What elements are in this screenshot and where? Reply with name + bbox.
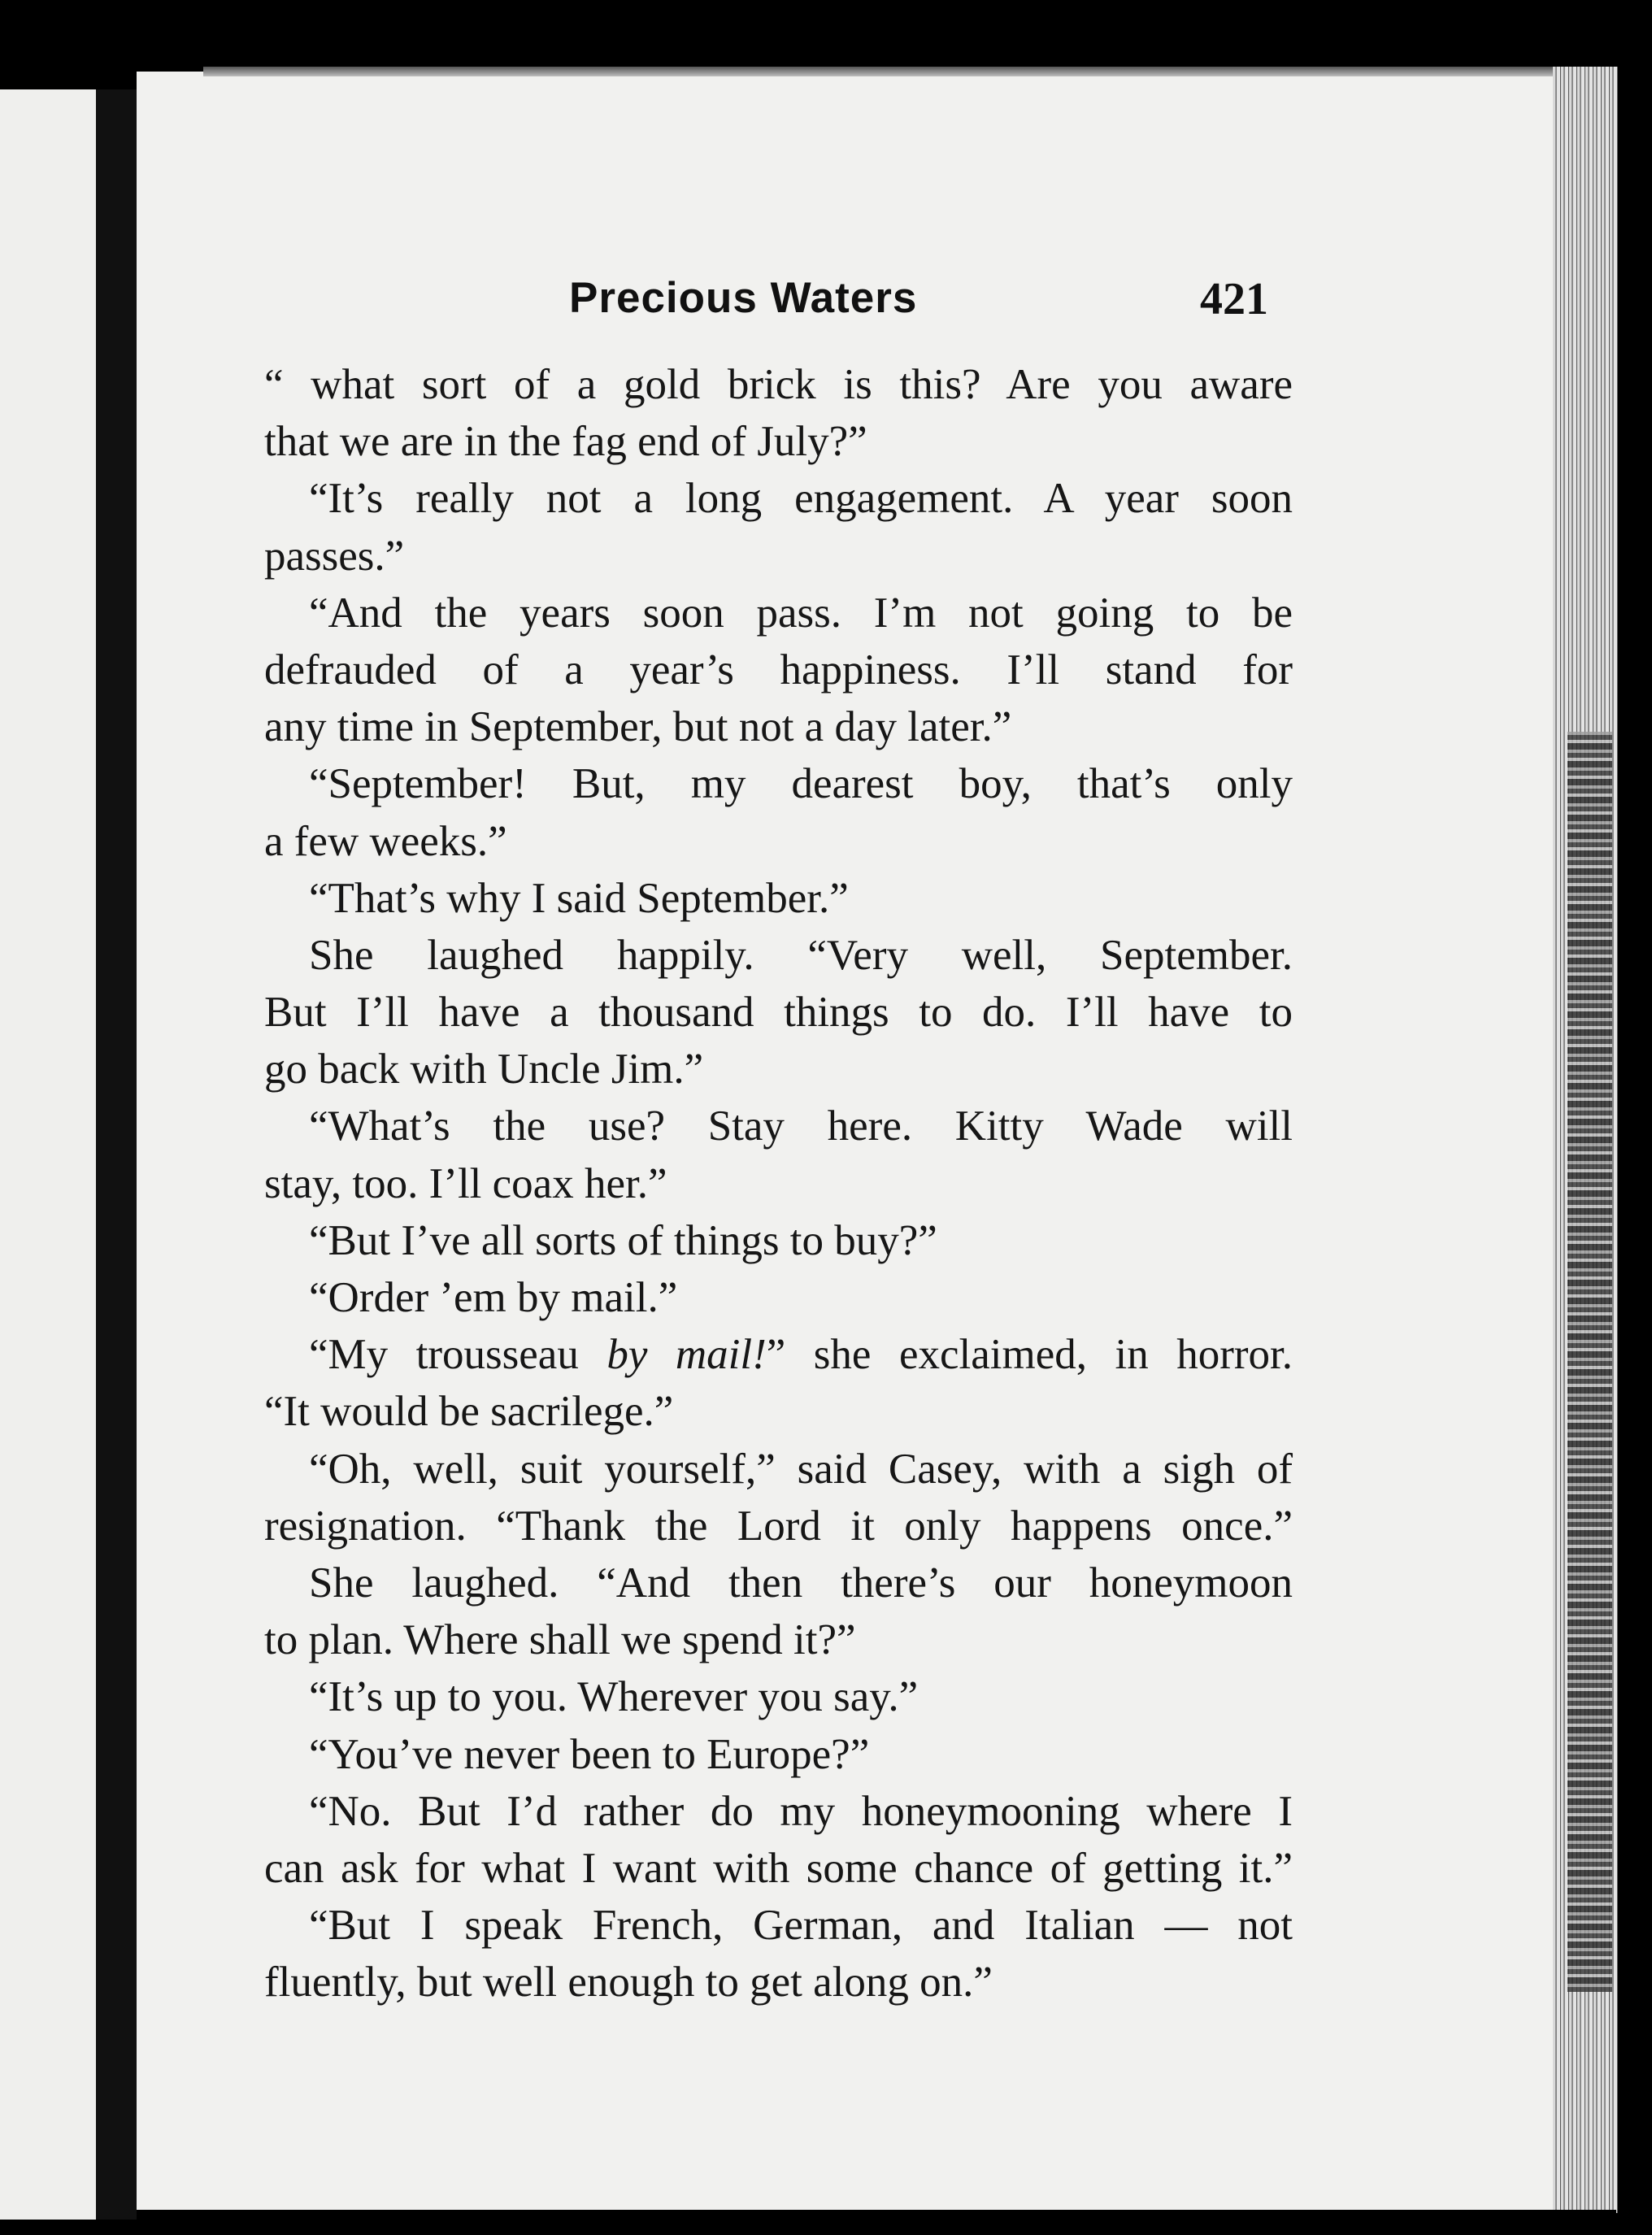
text-line: go back with Uncle Jim.” [264, 1046, 704, 1094]
text-line: passes.” [264, 532, 405, 580]
text-line: “It’s up to you. Wherever you say.” [309, 1673, 919, 1721]
page-bottom-edge [137, 2210, 1616, 2235]
text-line: But I’ll have a thousand things to do. I’ll have to [264, 989, 1293, 1037]
text-line: “Oh, well, suit yourself,” said Casey, with a sigh of [309, 1445, 1293, 1493]
text-line [264, 1326, 1293, 1383]
text-line: resignation. “Thank the Lord it only happens once.” [264, 1502, 1293, 1550]
text-line: can ask for what I want with some chance of getting it.” [264, 1844, 1293, 1892]
text-line: “That’s why I said September.” [309, 874, 849, 922]
text-line: that we are in the fag end of July?” [264, 418, 867, 466]
text-line: “But I’ve all sorts of things to buy?” [309, 1216, 937, 1264]
book-page-stack-shadow [1567, 732, 1612, 1992]
text-line: defrauded of a year’s happiness. I’ll stand for [264, 646, 1293, 694]
text-line: “And the years soon pass. I’m not going to be [309, 589, 1293, 637]
text-line: fluently, but well enough to get along on.” [264, 1959, 993, 2007]
text-line: “You’ve never been to Europe?” [309, 1730, 870, 1778]
emphasis-text: by mail! [606, 1331, 767, 1379]
text-line: “But I speak French, German, and Italian — not [309, 1902, 1293, 1950]
text-line: “September! But, my dearest boy, that’s only [309, 760, 1293, 808]
text-line: “What’s the use? Stay here. Kitty Wade will [309, 1102, 1293, 1150]
text-line: stay, too. I’ll coax her.” [264, 1159, 667, 1207]
page-gutter [96, 89, 138, 2220]
text-line: “It’s really not a long engagement. A year soon [309, 475, 1293, 523]
text-line: a few weeks.” [264, 817, 507, 865]
running-title: Precious Waters [569, 274, 918, 322]
page-header [569, 273, 1268, 330]
text-segment: ” she exclaimed, in horror. [766, 1331, 1293, 1379]
text-segment: “My trousseau [309, 1331, 607, 1379]
text-line: to plan. Where shall we spend it?” [264, 1616, 856, 1664]
text-line: “It would be sacrilege.” [264, 1388, 674, 1436]
previous-page-edge [0, 89, 98, 2220]
text-line: She laughed. “And then there’s our honeymoon [309, 1559, 1293, 1607]
body-text [264, 356, 1293, 2011]
page-number: 421 [1200, 274, 1268, 324]
text-line: She laughed happily. “Very well, September. [309, 931, 1293, 979]
page-top-edge [203, 67, 1561, 76]
text-line: “No. But I’d rather do my honeymooning where I [309, 1787, 1293, 1835]
text-line: any time in September, but not a day later.” [264, 703, 1012, 751]
text-line: “ what sort of a gold brick is this? Are you aware [264, 361, 1293, 408]
text-line: “Order ’em by mail.” [309, 1274, 678, 1321]
